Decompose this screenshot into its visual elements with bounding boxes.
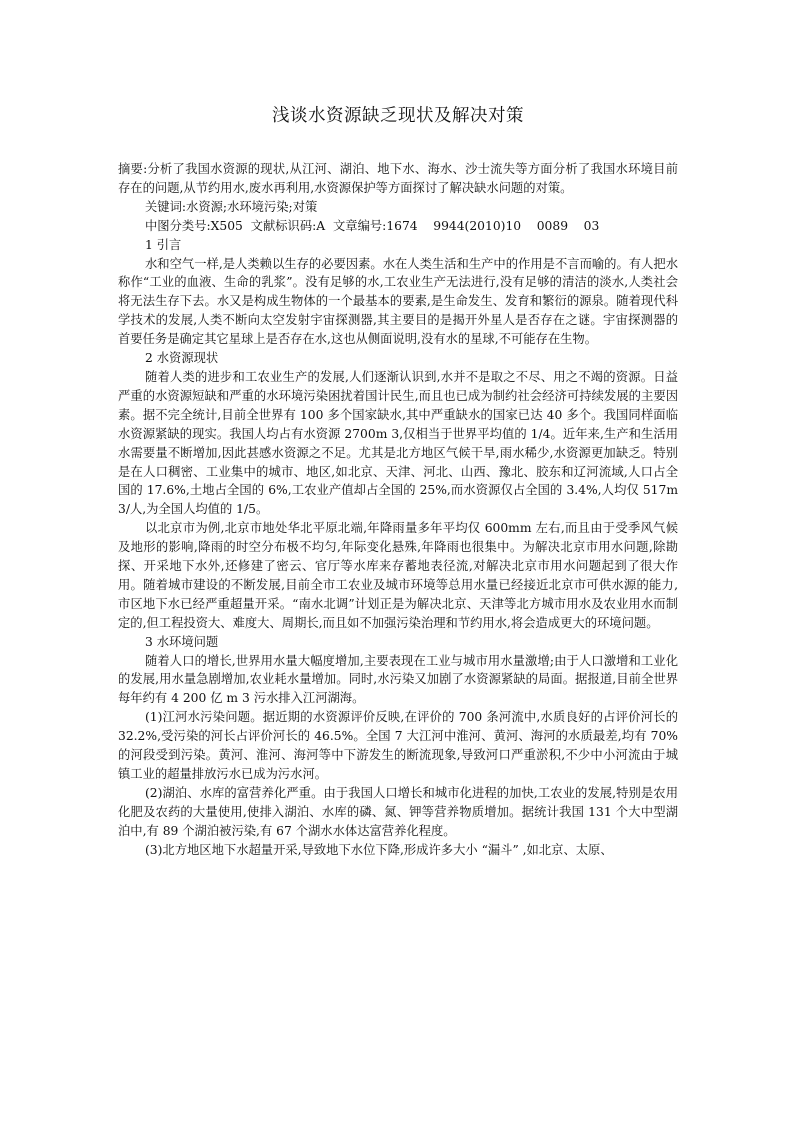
classification-info: 中图分类号:X505 文献标识码:A 文章编号:1674 9944(2010)10 0089 03 bbox=[145, 218, 600, 233]
abstract: 摘要:分析了我国水资源的现状,从江河、湖泊、地下水、海水、沙士流失等方面分析了我国水环境目前存在的问题,从节约用水,废水再利用,水资源保护等方面探讨了解决缺水问题的对策。 bbox=[118, 162, 678, 195]
body-paragraph: (2)湖泊、水库的富营养化严重。由于我国人口增长和城市化进程的加快,工农业的发展,特别是农用化肥及农药的大量使用,使排入湖泊、水库的磷、氮、钾等营养物质增加。据统计我国 131 个大中型湖泊中,有 89 个湖泊被污染,有 67 个湖水水体达富营养化程度。 bbox=[118, 785, 678, 838]
body-paragraph: (1)江河水污染问题。据近期的水资源评价反映,在评价的 700 条河流中,水质良好的占评价河长的 32.2%,受污染的河长占评价河长的 46.5%。全国 7 大江河中淮河、黄河、海河的水质最差,均有 70%的河段受到污染。黄河、淮河、海河等中下游发生的断流现象,导致河口严重淤积,不少中小河流由于城镇工业的超量排放污水已成为污水河。 bbox=[118, 710, 678, 781]
document-title: 浅谈水资源缺乏现状及解决对策 bbox=[272, 106, 524, 126]
document-page bbox=[118, 100, 678, 860]
body-paragraph: 随着人类的进步和工农业生产的发展,人们逐渐认识到,水并不是取之不尽、用之不竭的资源。日益严重的水资源短缺和严重的水环境污染困扰着国计民生,而且也已成为制约社会经济可持续发展的主要因素。据不完全统计,目前全世界有 100 多个国家缺水,其中严重缺水的国家已达 40 多个。我国同样面临水资源紧缺的现实。我国人均占有水资源 2700m 3,仅相当于世界平均值的 1/4。近年来,生产和生活用水需要量不断增加,因此甚感水资源之不足。尤其是北方地区气候干旱,雨水稀少,水资源更加缺乏。特别是在人口稠密、工业集中的城市、地区,如北京、天津、河北、山西、豫北、胶东和辽河流域,人口占全国的 17.6%,土地占全国的 6%,工农业产值却占全国的 25%,而水资源仅占全国的 3.4%,人均仅 517m 3/人,为全国人均值的 1/5。 bbox=[118, 369, 678, 517]
body-paragraph: 随着人口的增长,世界用水量大幅度增加,主要表现在工业与城市用水量激增;由于人口激增和工业化的发展,用水量急剧增加,农业耗水量增加。同时,水污染又加剧了水资源紧缺的局面。据报道,目前全世界每年约有 4 200 亿 m 3 污水排入江河湖海。 bbox=[118, 653, 678, 706]
section-heading-water-environment-problems: 3 水环境问题 bbox=[145, 634, 219, 649]
body-paragraph: 以北京市为例,北京市地处华北平原北端,年降雨量多年平均仅 600mm 左右,而且由于受季风气候及地形的影响,降雨的时空分布极不均匀,年际变化悬殊,年降雨也很集中。为解决北京市用水问题,除勘探、开采地下水外,还修建了密云、官厅等水库来存蓄地表径流,对解决北京市用水问题起到了很大作用。随着城市建设的不断发展,目前全市工农业及城市环境等总用水量已经接近北京市可供水源的能力,市区地下水已经严重超量开采。“南水北调”计划正是为解决北京、天津等北方城市用水及农业用水而制定的,但工程投资大、难度大、周期长,而且如不加强污染治理和节约用水,将会造成更大的环境问题。 bbox=[118, 521, 678, 630]
body-paragraph: 水和空气一样,是人类赖以生存的必要因素。水在人类生活和生产中的作用是不言而喻的。有人把水称作“工业的血液、生命的乳浆”。没有足够的水,工农业生产无法进行,没有足够的清洁的淡水,人类社会将无法生存下去。水又是构成生物体的一个最基本的要素,是生命发生、发育和繁衍的源泉。随着现代科学技术的发展,人类不断向太空发射宇宙探测器,其主要目的是揭开外星人是否存在之谜。宇宙探测器的首要任务是确定其它星球上是否存在水,这也从侧面说明,没有水的星球,不可能存在生物。 bbox=[118, 256, 678, 347]
keywords: 关键词:水资源;水环境污染;对策 bbox=[145, 199, 318, 214]
section-heading-water-resources-status: 2 水资源现状 bbox=[145, 351, 219, 366]
section-heading-introduction: 1 引言 bbox=[145, 237, 182, 252]
body-paragraph: (3)北方地区地下水超量开采,导致地下水位下降,形成许多大小 “漏斗” ,如北京、太原、 bbox=[145, 842, 613, 857]
